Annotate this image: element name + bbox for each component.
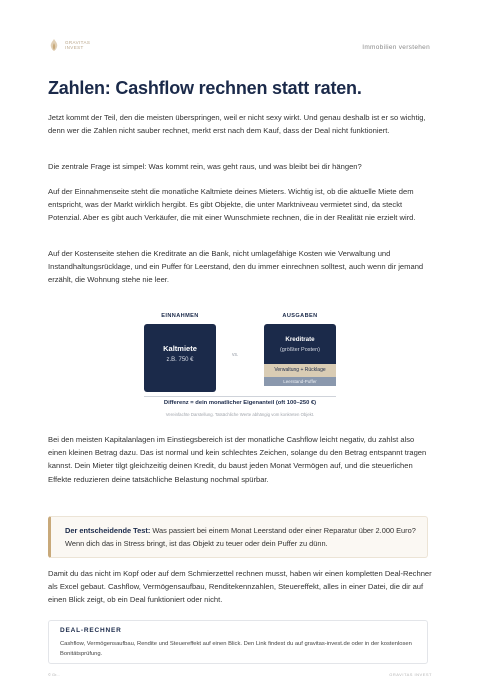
flame-logo-icon [48, 38, 60, 52]
deal-calculator-title: DEAL-RECHNER [60, 627, 122, 634]
paragraph-intro: Jetzt kommt der Teil, den die meisten überspringen, weil er nicht sexy wirkt. Und genau deshalb ist er so wichtig, denn wer die Zahlen nicht sauber rechnet, merkt erst nach dem Kauf, dass der Deal nicht funktioniert. [48, 113, 426, 136]
section-label: Immobilien verstehen [362, 44, 430, 51]
footer-right: GRAVITAS INVEST [389, 672, 432, 677]
income-heading: EINNAHMEN [161, 313, 199, 319]
deal-calculator-box [48, 620, 428, 664]
paragraph-deal-calculator: Damit du das nicht im Kopf oder auf dem Schmierzettel rechnen musst, haben wir einen kompletten Deal-Rechner als Excel gebaut. Cashflow, Vermögensaufbau, Renditekennzahlen, Steuereffekt, alles in einer Datei, die dir auf einen Blick zeigt, ob ein Deal funktioniert oder nicht. [48, 569, 432, 605]
paragraph-question: Die zentrale Frage ist simpel: Was kommt rein, was geht raus, und was bleibt bei dir hängen? [48, 162, 362, 171]
income-title: Kaltmiete [163, 344, 197, 353]
income-example: z.B. 750 € [166, 357, 194, 363]
callout-label: Der entscheidende Test: [65, 526, 151, 535]
vacancy-buffer-box: Leerstand-Puffer [264, 377, 336, 386]
diagram-divider [144, 396, 336, 397]
callout-box [48, 516, 428, 558]
logo-line-2: INVEST [65, 45, 84, 50]
footer-left: © Gr... [48, 672, 60, 677]
callout-body: Was passiert bei einem Monat Leerstand oder einer Reparatur über 2.000 Euro? Wenn dich das in Stress bringt, ist das Objekt zu teuer oder dein Puffer zu dünn. [65, 526, 416, 548]
logo-wordmark [65, 40, 90, 50]
vs-label: vs. [232, 352, 239, 358]
difference-label: Differenz = dein monatlicher Eigenanteil (oft 100–250 €) [163, 400, 317, 406]
loan-rate-title: Kreditrate [285, 336, 315, 343]
callout-text [65, 525, 420, 551]
paragraph-income: Auf der Einnahmenseite steht die monatliche Kaltmiete deines Mieters. Wichtig ist, ob die aktuelle Miete dem entspricht, was der Markt wirklich hergibt. Es gibt Objekte, die unter Marktniveau vermietet sind, da steckt Potenzial. Aber es gibt auch Verkäufer, die mit einer Wunschmiete rechnen, die in der Realität nie erzielt wird. [48, 187, 416, 223]
loan-rate-sub: (größter Posten) [279, 347, 321, 353]
income-box [144, 324, 216, 392]
loan-rate-box [264, 324, 336, 364]
expense-heading: AUSGABEN [282, 313, 318, 319]
page-footer [48, 672, 432, 678]
paragraph-cashflow: Bei den meisten Kapitalanlagen im Einstiegsbereich ist der monatliche Cashflow leicht negativ, du zahlst also einen kleinen Betrag dazu. Das ist normal und kein schlechtes Zeichen, solange du den Betrag entspannt tragen kannst. Dein Mieter tilgt gleichzeitig deinen Kredit, du baust jeden Monat Vermögen auf, und die steuerlichen Effekte reduzieren deine tatsächliche Belastung nochmal spürbar. [48, 435, 427, 484]
paragraph-costs: Auf der Kostenseite stehen die Kreditrate an die Bank, nicht umlagefähige Kosten wie Verwaltung und Instandhaltungsrücklage, und ein Puffer für Leerstand, den du immer einrechnen solltest, auch wenn dir jemand erzählt, die Wohnung stehe nie leer. [48, 249, 424, 285]
logo-line-1: GRAVITAS [65, 40, 91, 45]
diagram-note: Vereinfachte Darstellung. Tatsächliche Werte abhängig vom konkreten Objekt. [165, 412, 315, 417]
brand-logo [48, 38, 90, 52]
reserve-box: Verwaltung + Rücklage [264, 364, 336, 377]
deal-calculator-text: Cashflow, Vermögensaufbau, Rendite und Steuereffekt auf einen Blick. Den Link findest du auf gravitas-invest.de oder in der kostenlosen Bonitätsprüfung. [60, 641, 412, 657]
page-title: Zahlen: Cashflow rechnen statt raten. [48, 78, 362, 98]
